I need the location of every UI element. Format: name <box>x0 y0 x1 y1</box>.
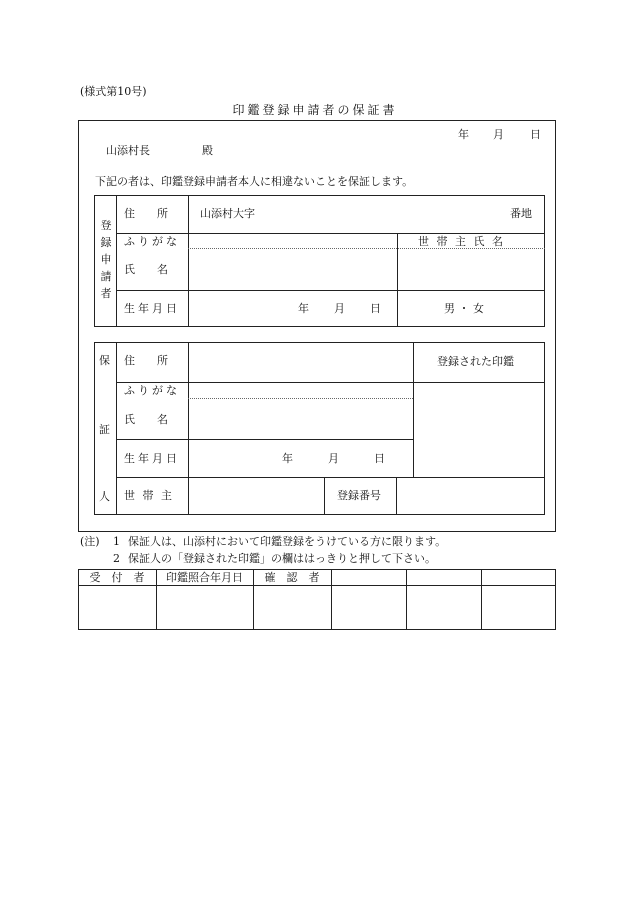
addressee-name: 山添村長 <box>106 144 150 157</box>
applicant-address-suffix: 番地 <box>510 207 532 220</box>
date-year: 年 <box>458 128 469 141</box>
guarantor-reg-number-label: 登録番号 <box>337 489 381 502</box>
applicant-section-char: 者 <box>100 287 112 300</box>
applicant-address-value: 山添村大字 <box>200 207 255 220</box>
applicant-dob-label: 生年月日 <box>124 302 180 315</box>
applicant-section-char: 登 <box>100 219 112 232</box>
form-number: (様式第10号) <box>80 85 147 98</box>
guarantor-dob-year: 年 <box>282 452 293 465</box>
office-header-receiver: 受 付 者 <box>89 571 145 584</box>
applicant-gender: 男 ・ 女 <box>444 302 484 315</box>
date-day: 日 <box>530 128 541 141</box>
statement-text: 下記の者は、印鑑登録申請者本人に相違ないことを保証します。 <box>95 175 414 188</box>
applicant-address-label: 住 所 <box>124 207 168 220</box>
office-header-confirmer: 確 認 者 <box>264 571 320 584</box>
guarantor-section-char: 証 <box>99 423 110 436</box>
guarantor-furigana-label: ふりがな <box>124 384 180 397</box>
addressee-honorific: 殿 <box>202 144 213 157</box>
applicant-dob-day: 日 <box>370 302 381 315</box>
guarantor-address-label: 住 所 <box>124 354 168 367</box>
guarantor-dob-month: 月 <box>328 452 339 465</box>
applicant-name-label: 氏 名 <box>124 263 168 276</box>
guarantor-section-char: 保 <box>99 354 110 367</box>
applicant-householder-label: 世 帯 主 氏 名 <box>418 235 505 248</box>
applicant-dob-year: 年 <box>298 302 309 315</box>
note-text: 保証人は、山添村において印鑑登録をうけている方に限ります。 <box>128 535 447 548</box>
page-title: 印鑑登録申請者の保証書 <box>232 103 398 117</box>
note-number: 1 <box>113 535 120 548</box>
notes-prefix: (注) <box>80 535 100 548</box>
applicant-dob-month: 月 <box>334 302 345 315</box>
applicant-furigana-label: ふりがな <box>124 235 180 248</box>
applicant-section-char: 請 <box>100 270 112 283</box>
note-number: 2 <box>113 552 120 565</box>
guarantor-name-label: 氏 名 <box>124 413 168 426</box>
guarantor-section-char: 人 <box>99 490 110 503</box>
guarantor-dob-day: 日 <box>374 452 385 465</box>
guarantor-dob-label: 生年月日 <box>124 452 180 465</box>
date-month: 月 <box>493 128 504 141</box>
note-text: 保証人の「登録された印鑑」の欄ははっきりと押して下さい。 <box>128 552 436 565</box>
office-header-seal-check-date: 印鑑照合年月日 <box>166 571 243 584</box>
applicant-section-char: 申 <box>100 253 112 266</box>
applicant-section-char: 録 <box>100 236 112 249</box>
guarantor-householder-label: 世 帯 主 <box>124 489 174 502</box>
guarantor-seal-label: 登録された印鑑 <box>437 355 514 368</box>
